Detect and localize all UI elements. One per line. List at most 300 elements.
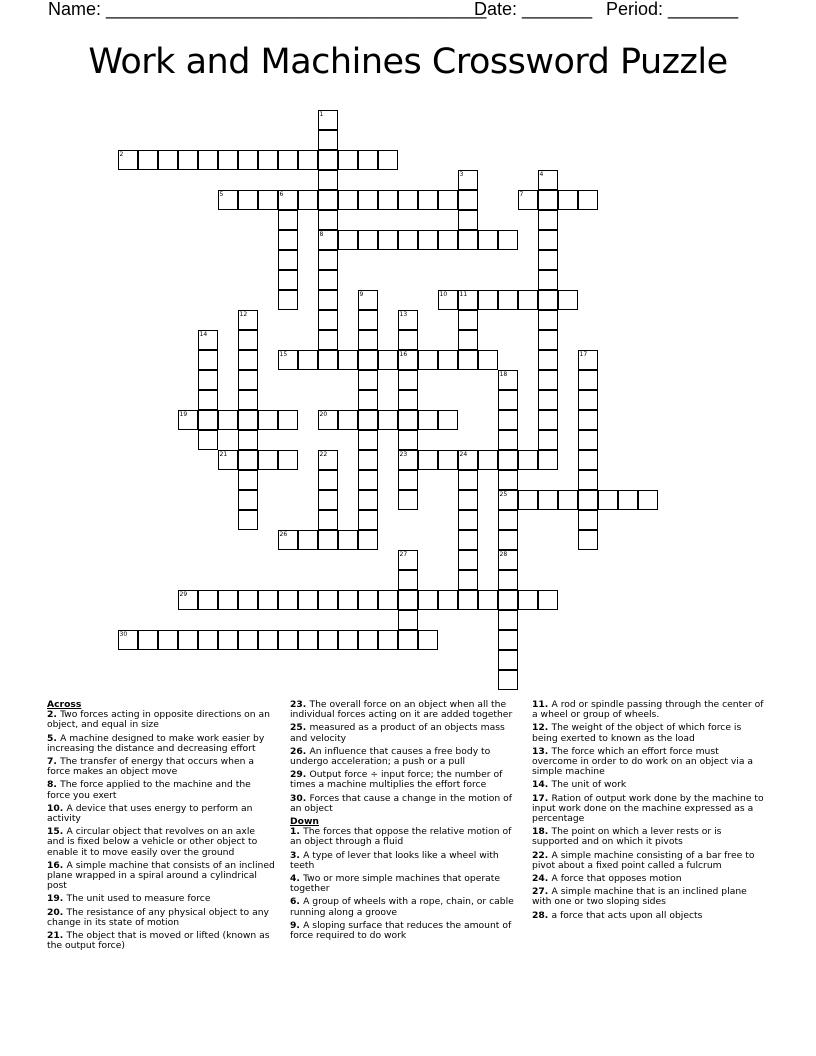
grid-cell[interactable] <box>318 530 338 550</box>
grid-cell[interactable] <box>298 350 318 370</box>
clue-number-label: 10. <box>47 802 67 814</box>
clue-down-17 <box>532 794 764 825</box>
grid-cell[interactable] <box>238 410 258 430</box>
clue-text: A group of wheels with a rope, chain, or cable running along a groove <box>290 896 514 918</box>
period-field[interactable]: Period: _______ <box>606 0 739 19</box>
grid-cell[interactable] <box>318 490 338 510</box>
grid-cell[interactable] <box>478 230 498 250</box>
clue-number-label: 15. <box>47 826 67 838</box>
grid-cell[interactable] <box>458 330 478 350</box>
grid-cell[interactable] <box>138 630 158 650</box>
grid-cell[interactable] <box>258 450 278 470</box>
grid-cell[interactable] <box>318 130 338 150</box>
grid-cell[interactable] <box>158 150 178 170</box>
clue-across-5 <box>47 734 275 754</box>
grid-cell[interactable] <box>298 530 318 550</box>
grid-cell[interactable] <box>458 170 478 190</box>
grid-cell[interactable] <box>538 430 558 450</box>
grid-cell[interactable] <box>318 110 338 130</box>
grid-cell[interactable] <box>538 370 558 390</box>
grid-cell[interactable] <box>338 230 358 250</box>
grid-cell[interactable] <box>218 150 238 170</box>
clue-text: A type of lever that looks like a wheel with teeth <box>290 849 499 871</box>
grid-cell[interactable] <box>498 370 518 390</box>
grid-cell[interactable] <box>358 490 378 510</box>
grid-cell[interactable] <box>278 630 298 650</box>
clue-number-label: 5. <box>47 732 61 744</box>
grid-cell[interactable] <box>538 350 558 370</box>
grid-cell[interactable] <box>198 370 218 390</box>
grid-cell[interactable] <box>398 470 418 490</box>
grid-cell[interactable] <box>278 410 298 430</box>
grid-cell[interactable] <box>118 630 138 650</box>
clue-number: 16 <box>399 350 408 358</box>
grid-cell[interactable] <box>338 190 358 210</box>
grid-cell[interactable] <box>538 230 558 250</box>
clue-number: 4 <box>539 170 544 178</box>
grid-cell[interactable] <box>258 150 278 170</box>
grid-cell[interactable] <box>538 170 558 190</box>
grid-cell[interactable] <box>378 590 398 610</box>
clue-number-label: 9. <box>290 919 304 931</box>
grid-cell[interactable] <box>178 590 198 610</box>
clue-text: A circular object that revolves on an axle and is fixed below a vehicle or other object to enable it to move easily over the ground <box>47 826 258 858</box>
grid-cell[interactable] <box>538 190 558 210</box>
clue-number-label: 7. <box>47 756 61 768</box>
date-field[interactable]: Date: _______ <box>474 0 593 19</box>
grid-cell[interactable] <box>558 190 578 210</box>
grid-cell[interactable] <box>318 210 338 230</box>
grid-cell[interactable] <box>418 230 438 250</box>
grid-cell[interactable] <box>338 530 358 550</box>
grid-cell[interactable] <box>238 430 258 450</box>
clue-across-8 <box>47 780 275 800</box>
grid-cell[interactable] <box>398 390 418 410</box>
grid-cell[interactable] <box>538 450 558 470</box>
grid-cell[interactable] <box>498 410 518 430</box>
grid-cell[interactable] <box>438 410 458 430</box>
grid-cell[interactable] <box>558 290 578 310</box>
clue-text: A simple machine that is an inclined plane with one or two sloping sides <box>532 886 747 908</box>
grid-cell[interactable] <box>518 490 538 510</box>
grid-cell[interactable] <box>498 490 518 510</box>
grid-cell[interactable] <box>298 590 318 610</box>
grid-cell[interactable] <box>298 630 318 650</box>
clue-down-27 <box>532 887 764 907</box>
grid-cell[interactable] <box>278 290 298 310</box>
grid-cell[interactable] <box>438 290 458 310</box>
grid-cell[interactable] <box>418 630 438 650</box>
clue-number: 29 <box>179 590 188 598</box>
grid-cell[interactable] <box>378 630 398 650</box>
grid-cell[interactable] <box>338 350 358 370</box>
grid-cell[interactable] <box>438 350 458 370</box>
grid-cell[interactable] <box>458 510 478 530</box>
grid-cell[interactable] <box>578 350 598 370</box>
clue-number: 22 <box>319 450 328 458</box>
grid-cell[interactable] <box>498 290 518 310</box>
grid-cell[interactable] <box>398 590 418 610</box>
clue-number-label: 21. <box>47 930 67 942</box>
grid-cell[interactable] <box>278 230 298 250</box>
grid-cell[interactable] <box>458 450 478 470</box>
grid-cell[interactable] <box>578 430 598 450</box>
across-heading: Across <box>47 699 82 710</box>
grid-cell[interactable] <box>398 190 418 210</box>
grid-cell[interactable] <box>358 310 378 330</box>
grid-cell[interactable] <box>538 490 558 510</box>
grid-cell[interactable] <box>358 530 378 550</box>
grid-cell[interactable] <box>398 610 418 630</box>
grid-cell[interactable] <box>278 530 298 550</box>
clue-number: 15 <box>279 350 288 358</box>
grid-cell[interactable] <box>538 250 558 270</box>
grid-cell[interactable] <box>318 290 338 310</box>
grid-cell[interactable] <box>538 330 558 350</box>
clue-across-7 <box>47 757 275 777</box>
grid-cell[interactable] <box>458 310 478 330</box>
grid-cell[interactable] <box>198 590 218 610</box>
grid-cell[interactable] <box>318 510 338 530</box>
grid-cell[interactable] <box>218 410 238 430</box>
grid-cell[interactable] <box>498 530 518 550</box>
grid-cell[interactable] <box>418 410 438 430</box>
grid-cell[interactable] <box>318 250 338 270</box>
grid-cell[interactable] <box>418 350 438 370</box>
grid-cell[interactable] <box>358 190 378 210</box>
clue-across-10 <box>47 804 275 824</box>
grid-cell[interactable] <box>618 490 638 510</box>
grid-cell[interactable] <box>458 550 478 570</box>
grid-cell[interactable] <box>338 630 358 650</box>
grid-cell[interactable] <box>398 630 418 650</box>
grid-cell[interactable] <box>578 470 598 490</box>
clue-number-label: 4. <box>290 873 304 885</box>
grid-cell[interactable] <box>218 630 238 650</box>
grid-cell[interactable] <box>318 170 338 190</box>
grid-cell[interactable] <box>258 410 278 430</box>
grid-cell[interactable] <box>358 430 378 450</box>
grid-cell[interactable] <box>278 210 298 230</box>
grid-cell[interactable] <box>498 630 518 650</box>
grid-cell[interactable] <box>578 490 598 510</box>
clue-number: 13 <box>399 310 408 318</box>
grid-cell[interactable] <box>418 190 438 210</box>
grid-cell[interactable] <box>498 550 518 570</box>
grid-cell[interactable] <box>378 150 398 170</box>
grid-cell[interactable] <box>478 450 498 470</box>
grid-cell[interactable] <box>318 630 338 650</box>
grid-cell[interactable] <box>378 350 398 370</box>
grid-cell[interactable] <box>238 630 258 650</box>
grid-cell[interactable] <box>398 430 418 450</box>
clue-number: 23 <box>399 450 408 458</box>
clue-number: 24 <box>459 450 468 458</box>
grid-cell[interactable] <box>538 410 558 430</box>
grid-cell[interactable] <box>318 350 338 370</box>
grid-cell[interactable] <box>498 390 518 410</box>
grid-cell[interactable] <box>238 190 258 210</box>
grid-cell[interactable] <box>358 410 378 430</box>
clue-down-18 <box>532 827 764 847</box>
grid-cell[interactable] <box>318 270 338 290</box>
grid-cell[interactable] <box>638 490 658 510</box>
grid-cell[interactable] <box>438 190 458 210</box>
grid-cell[interactable] <box>358 450 378 470</box>
grid-cell[interactable] <box>578 450 598 470</box>
grid-cell[interactable] <box>358 150 378 170</box>
grid-cell[interactable] <box>198 430 218 450</box>
grid-cell[interactable] <box>198 350 218 370</box>
grid-cell[interactable] <box>558 490 578 510</box>
clue-text: An influence that causes a free body to undergo acceleration; a push or a pull <box>290 745 491 768</box>
clue-number-label: 3. <box>290 849 304 861</box>
grid-cell[interactable] <box>378 410 398 430</box>
grid-cell[interactable] <box>178 410 198 430</box>
grid-cell[interactable] <box>538 310 558 330</box>
grid-cell[interactable] <box>178 150 198 170</box>
clue-text: The object that is moved or lifted (known as the output force) <box>47 930 270 952</box>
clues-column-3 <box>532 700 764 924</box>
grid-cell[interactable] <box>358 470 378 490</box>
clue-across-2 <box>47 710 275 730</box>
grid-cell[interactable] <box>498 510 518 530</box>
grid-cell[interactable] <box>398 350 418 370</box>
grid-cell[interactable] <box>198 150 218 170</box>
grid-cell[interactable] <box>538 210 558 230</box>
clue-number-label: 11. <box>532 699 552 710</box>
grid-cell[interactable] <box>178 630 198 650</box>
grid-cell[interactable] <box>498 450 518 470</box>
clue-number: 30 <box>119 630 128 638</box>
grid-cell[interactable] <box>538 590 558 610</box>
grid-cell[interactable] <box>458 290 478 310</box>
grid-cell[interactable] <box>478 590 498 610</box>
grid-cell[interactable] <box>338 590 358 610</box>
grid-cell[interactable] <box>498 470 518 490</box>
grid-cell[interactable] <box>118 150 138 170</box>
clue-text: The overall force on an object when all the individual forces acting on it are added together <box>290 699 513 721</box>
grid-cell[interactable] <box>218 190 238 210</box>
grid-cell[interactable] <box>578 370 598 390</box>
clue-text: The point on which a lever rests or is supported and on which it pivots <box>532 826 722 848</box>
grid-cell[interactable] <box>358 330 378 350</box>
clue-text: A sloping surface that reduces the amount of force required to do work <box>290 919 512 942</box>
grid-cell[interactable] <box>578 530 598 550</box>
clue-number: 26 <box>279 530 288 538</box>
grid-cell[interactable] <box>538 290 558 310</box>
grid-cell[interactable] <box>458 190 478 210</box>
grid-cell[interactable] <box>498 610 518 630</box>
grid-cell[interactable] <box>278 270 298 290</box>
grid-cell[interactable] <box>238 390 258 410</box>
grid-cell[interactable] <box>258 590 278 610</box>
grid-cell[interactable] <box>378 230 398 250</box>
clue-down-1 <box>290 827 520 847</box>
grid-cell[interactable] <box>238 590 258 610</box>
clue-number: 8 <box>319 230 324 238</box>
grid-cell[interactable] <box>498 230 518 250</box>
grid-cell[interactable] <box>298 190 318 210</box>
grid-cell[interactable] <box>238 470 258 490</box>
grid-cell[interactable] <box>478 290 498 310</box>
grid-cell[interactable] <box>238 450 258 470</box>
clue-down-12 <box>532 723 764 743</box>
clue-number-label: 20. <box>47 906 67 918</box>
grid-cell[interactable] <box>598 490 618 510</box>
grid-cell[interactable] <box>358 630 378 650</box>
clue-across-29 <box>290 770 520 790</box>
grid-cell[interactable] <box>438 230 458 250</box>
grid-cell[interactable] <box>358 590 378 610</box>
grid-cell[interactable] <box>318 310 338 330</box>
grid-cell[interactable] <box>198 630 218 650</box>
grid-cell[interactable] <box>498 670 518 690</box>
grid-cell[interactable] <box>518 450 538 470</box>
grid-cell[interactable] <box>578 410 598 430</box>
grid-cell[interactable] <box>218 450 238 470</box>
clue-text: Two forces acting in opposite directions on an object, and equal in size <box>47 709 270 731</box>
grid-cell[interactable] <box>238 490 258 510</box>
grid-cell[interactable] <box>378 190 398 210</box>
grid-cell[interactable] <box>518 190 538 210</box>
clue-number: 9 <box>359 290 364 298</box>
grid-cell[interactable] <box>318 590 338 610</box>
grid-cell[interactable] <box>478 350 498 370</box>
grid-cell[interactable] <box>518 590 538 610</box>
grid-cell[interactable] <box>498 570 518 590</box>
grid-cell[interactable] <box>438 590 458 610</box>
grid-cell[interactable] <box>538 390 558 410</box>
clue-text: Output force ÷ input force; the number of times a machine multiplies the effort force <box>290 769 503 791</box>
grid-cell[interactable] <box>358 390 378 410</box>
grid-cell[interactable] <box>538 270 558 290</box>
grid-cell[interactable] <box>238 350 258 370</box>
clue-across-30 <box>290 794 520 814</box>
grid-cell[interactable] <box>218 590 238 610</box>
grid-cell[interactable] <box>238 310 258 330</box>
grid-cell[interactable] <box>438 450 458 470</box>
grid-cell[interactable] <box>418 590 438 610</box>
grid-cell[interactable] <box>458 570 478 590</box>
down-heading: Down <box>290 816 319 828</box>
grid-cell[interactable] <box>458 470 478 490</box>
grid-cell[interactable] <box>418 450 438 470</box>
grid-cell[interactable] <box>318 230 338 250</box>
grid-cell[interactable] <box>578 510 598 530</box>
grid-cell[interactable] <box>358 510 378 530</box>
grid-cell[interactable] <box>278 190 298 210</box>
clue-number-label: 16. <box>47 859 67 871</box>
grid-cell[interactable] <box>358 350 378 370</box>
clue-number: 28 <box>499 550 508 558</box>
grid-cell[interactable] <box>358 290 378 310</box>
clue-text: Ration of output work done by the machine to input work done on the machine expressed as a percentage <box>532 792 764 825</box>
grid-cell[interactable] <box>318 330 338 350</box>
grid-cell[interactable] <box>198 330 218 350</box>
grid-cell[interactable] <box>398 570 418 590</box>
grid-cell[interactable] <box>258 630 278 650</box>
grid-cell[interactable] <box>398 490 418 510</box>
grid-cell[interactable] <box>498 430 518 450</box>
grid-cell[interactable] <box>278 150 298 170</box>
grid-cell[interactable] <box>358 230 378 250</box>
grid-cell[interactable] <box>318 190 338 210</box>
grid-cell[interactable] <box>458 230 478 250</box>
grid-cell[interactable] <box>138 150 158 170</box>
grid-cell[interactable] <box>278 590 298 610</box>
clue-number-label: 26. <box>290 745 310 757</box>
name-field[interactable]: Name: ______________________________________ <box>48 0 487 19</box>
grid-cell[interactable] <box>498 650 518 670</box>
clues-column-2 <box>290 700 520 944</box>
grid-cell[interactable] <box>458 490 478 510</box>
clue-number-label: 14. <box>532 779 552 791</box>
grid-cell[interactable] <box>458 210 478 230</box>
clue-text: A simple machine that consists of an inclined plane wrapped in a spiral around a cylindrical post <box>47 859 275 892</box>
clue-text: A rod or spindle passing through the center of a wheel or group of wheels. <box>532 699 764 721</box>
grid-cell[interactable] <box>398 330 418 350</box>
clue-number-label: 28. <box>532 909 552 921</box>
grid-cell[interactable] <box>518 290 538 310</box>
grid-cell[interactable] <box>318 410 338 430</box>
grid-cell[interactable] <box>398 230 418 250</box>
grid-cell[interactable] <box>238 330 258 350</box>
grid-cell[interactable] <box>398 310 418 330</box>
grid-cell[interactable] <box>338 150 358 170</box>
grid-cell[interactable] <box>398 410 418 430</box>
grid-cell[interactable] <box>578 190 598 210</box>
grid-cell[interactable] <box>318 450 338 470</box>
clue-text: The resistance of any physical object to any change in its state of motion <box>47 906 269 928</box>
grid-cell[interactable] <box>198 410 218 430</box>
clue-text: A simple machine consisting of a bar free to pivot about a fixed point called a fulcrum <box>532 849 755 871</box>
clue-text: The forces that oppose the relative motion of an object through a fluid <box>290 826 512 848</box>
grid-cell[interactable] <box>238 510 258 530</box>
grid-cell[interactable] <box>398 370 418 390</box>
grid-cell[interactable] <box>358 370 378 390</box>
clue-text: The transfer of energy that occurs when a force makes an object move <box>47 756 254 778</box>
grid-cell[interactable] <box>278 350 298 370</box>
grid-cell[interactable] <box>278 450 298 470</box>
grid-cell[interactable] <box>578 390 598 410</box>
grid-cell[interactable] <box>258 190 278 210</box>
grid-cell[interactable] <box>338 410 358 430</box>
grid-cell[interactable] <box>398 550 418 570</box>
grid-cell[interactable] <box>398 450 418 470</box>
clue-text: A force that opposes motion <box>551 873 682 885</box>
grid-cell[interactable] <box>498 590 518 610</box>
clue-down-4 <box>290 874 520 894</box>
clue-number: 21 <box>219 450 228 458</box>
grid-cell[interactable] <box>458 590 478 610</box>
grid-cell[interactable] <box>318 470 338 490</box>
grid-cell[interactable] <box>318 150 338 170</box>
clue-number: 6 <box>279 190 284 198</box>
grid-cell[interactable] <box>298 150 318 170</box>
grid-cell[interactable] <box>458 530 478 550</box>
grid-cell[interactable] <box>158 630 178 650</box>
clue-number-label: 1. <box>290 826 304 838</box>
grid-cell[interactable] <box>238 370 258 390</box>
grid-cell[interactable] <box>198 390 218 410</box>
clue-number: 18 <box>499 370 508 378</box>
grid-cell[interactable] <box>458 350 478 370</box>
clue-down-22 <box>532 851 764 871</box>
grid-cell[interactable] <box>278 250 298 270</box>
clue-number: 27 <box>399 550 408 558</box>
grid-cell[interactable] <box>238 150 258 170</box>
